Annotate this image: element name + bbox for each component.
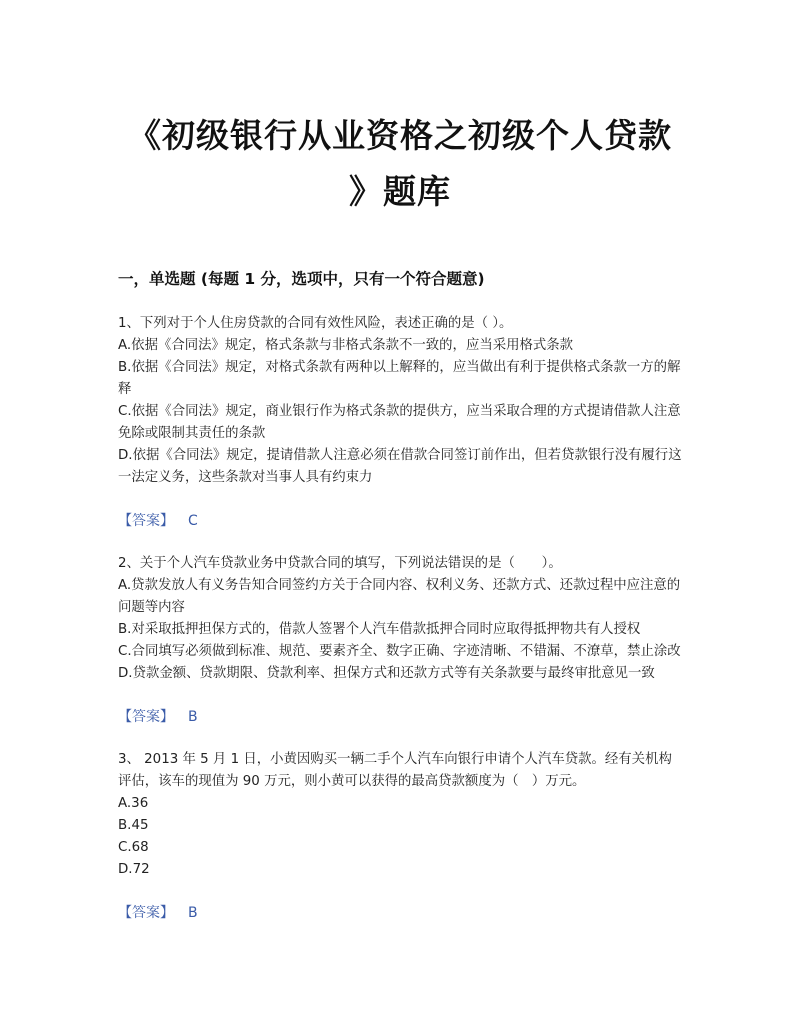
option-a: A.36 xyxy=(118,796,149,811)
question-stem: 1、下列对于个人住房贷款的合同有效性风险，表述正确的是（ ）。 xyxy=(118,316,513,331)
answer-label: 【答案】 xyxy=(118,513,174,529)
answer-label: 【答案】 xyxy=(118,709,174,725)
option-a: A.贷款发放人有义务告知合同签约方关于合同内容、权利义务、还款方式、还款过程中应注意的问题等内容 xyxy=(118,578,681,615)
question-stem: 2、关于个人汽车贷款业务中贷款合同的填写，下列说法错误的是（ ）。 xyxy=(118,556,562,571)
answer-value: B xyxy=(188,905,198,921)
answer-line xyxy=(118,902,682,924)
option-d: D.贷款金额、贷款期限、贷款利率、担保方式和还款方式等有关条款要与最终审批意见一致 xyxy=(118,666,655,681)
answer-value: B xyxy=(188,709,198,725)
document-title-line-2: 》题库 xyxy=(349,172,451,211)
option-b: B.依据《合同法》规定，对格式条款有两种以上解释的，应当做出有利于提供格式条款一方的解释 xyxy=(118,360,681,397)
option-b: B.对采取抵押担保方式的，借款人签署个人汽车借款抵押合同时应取得抵押物共有人授权 xyxy=(118,622,641,637)
option-d: D.72 xyxy=(118,862,150,877)
option-a: A.依据《合同法》规定，格式条款与非格式条款不一致的，应当采用格式条款 xyxy=(118,338,574,353)
question-list xyxy=(118,313,682,924)
document-title xyxy=(118,108,682,220)
question-3 xyxy=(118,749,682,924)
document-title-line-1: 《初级银行从业资格之初级个人贷款 xyxy=(128,116,672,155)
option-c: C.依据《合同法》规定，商业银行作为格式条款的提供方，应当采取合理的方式提请借款人注意免除或限制其责任的条款 xyxy=(118,404,681,441)
section-heading: 一，单选题 (每题 1 分，选项中，只有一个符合题意) xyxy=(118,270,485,288)
answer-line xyxy=(118,706,682,728)
answer-label: 【答案】 xyxy=(118,905,174,921)
answer-line xyxy=(118,510,682,532)
answer-value: C xyxy=(188,513,198,529)
question-1 xyxy=(118,313,682,532)
option-b: B.45 xyxy=(118,818,149,833)
option-c: C.68 xyxy=(118,840,149,855)
question-stem: 3、 2013 年 5 月 1 日，小黄因购买一辆二手个人汽车向银行申请个人汽车贷款。经有关机构评估，该车的现值为 90 万元，则小黄可以获得的最高贷款额度为（ ）万元。 xyxy=(118,752,672,789)
option-d: D.依据《合同法》规定，提请借款人注意必须在借款合同签订前作出，但若贷款银行没有履行这一法定义务，这些条款对当事人具有约束力 xyxy=(118,448,682,485)
question-2 xyxy=(118,553,682,728)
option-c: C.合同填写必须做到标准、规范、要素齐全、数字正确、字迹清晰、不错漏、不潦草，禁止涂改 xyxy=(118,644,681,659)
